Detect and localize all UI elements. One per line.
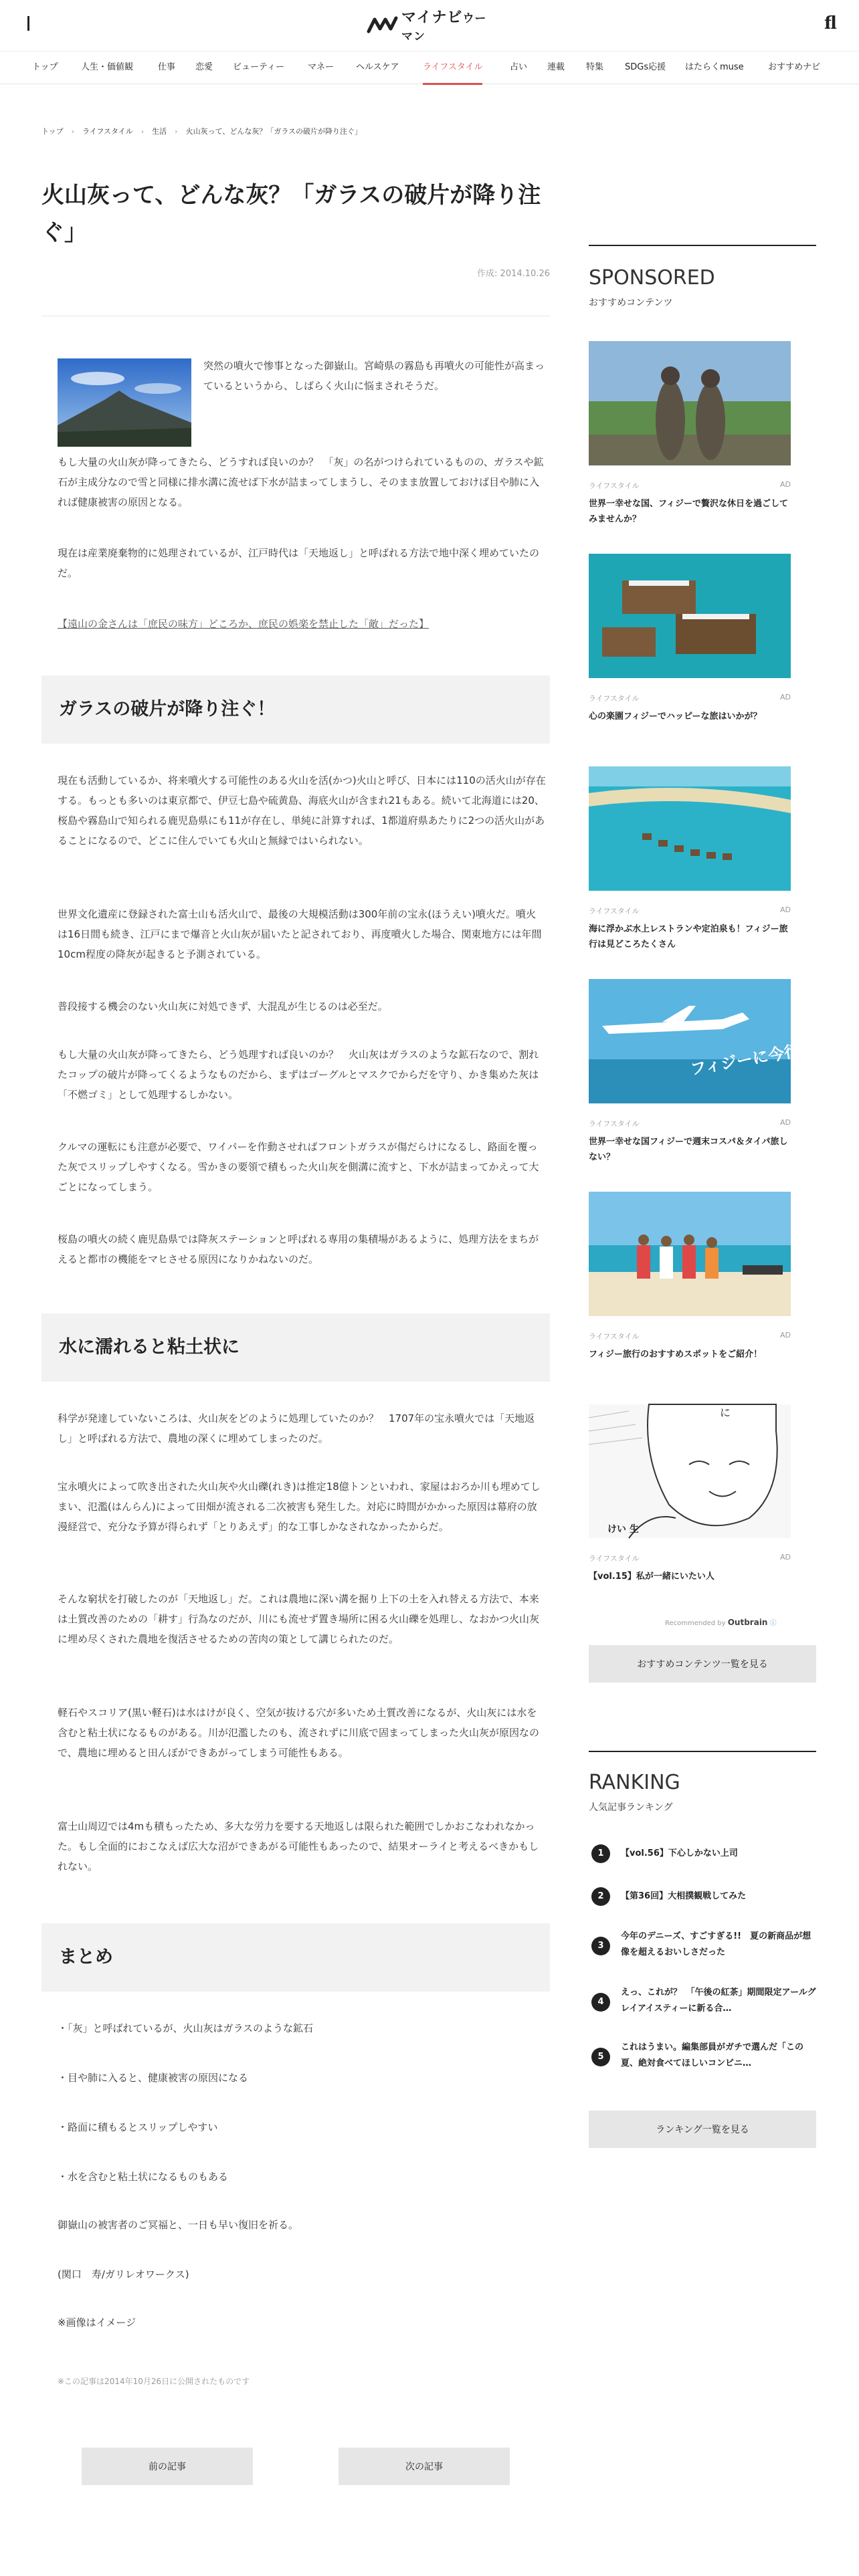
facebook-icon[interactable]: fl (824, 13, 837, 33)
rank-number: 5 (591, 2048, 610, 2066)
site-logo[interactable] (367, 9, 494, 43)
outbrain-attribution[interactable] (665, 1617, 777, 1627)
sponsored-heading: SPONSORED (589, 266, 715, 290)
top-header (0, 0, 859, 48)
outbrain-brand: Outbrain (727, 1618, 768, 1627)
sponsored-card-image[interactable] (589, 979, 841, 1103)
section-heading: 水に濡れると粘土状に (41, 1313, 550, 1382)
sponsored-subheading: おすすめコンテンツ (589, 298, 673, 308)
article-paragraph: 桜島の噴火の続く鹿児島県では降灰ステーションと呼ばれる専用の集積場があるように、処理方法をまちがえると都市の機能をマヒさせる原因になりかねないのだ。 (58, 1233, 539, 1265)
card-category: ライフスタイル (589, 907, 640, 916)
logo-text: マイナビウーマン (401, 9, 487, 43)
nav-item-feature[interactable]: 特集 (586, 62, 604, 72)
article-paragraph: 宝永噴火によって吹き出された火山灰や火山礫(れき)は推定18億トンといわれ、家屋はおろか川も埋めてしまい、氾濫(はんらん)によって田畑が流される二次被害も発生した。対応に時間がかかった原因は幕府の放漫経営で、充分な予算が得られず「とりあえず」的な工事しかなされなかったからだ。 (58, 1481, 541, 1533)
article-paragraph: もし大量の火山灰が降ってきたら、どう処理すれば良いのか？ 火山灰はガラスのような鉱石なので、割れたコップの破片が降ってくるようなものだから、まずはゴーグルとマスクでからだを守り、かき集めた灰は「不燃ゴミ」として処理するしかない。 (58, 1049, 539, 1101)
card-ad-label: AD (780, 1553, 791, 1562)
rank-number: 4 (591, 1993, 610, 2012)
ranking-item-title[interactable]: これはうまい。編集部員がガチで選んだ「この夏、絶対食べてほしいコンビニ… (621, 2042, 804, 2068)
card-category: ライフスタイル (589, 1554, 640, 1563)
intro-paragraph: もし大量の火山灰が降ってきたら、どうすれば良いのか？ 「灰」の名がつけられているものの、ガラスや鉱石が主成分なので雪と同様に排水溝に流せば下水が詰まってしまうし、そのまま放置しておけば目や肺に入れば健康被害の原因となる。 (58, 456, 544, 508)
card-ad-label: AD (780, 693, 791, 702)
article-paragraph: 科学が発達していないころは、火山灰をどのように処理していたのか？ 1707年の宝永噴火では「天地返し」と呼ばれる方法で、農地の深くに埋めてしまったのだ。 (58, 1412, 535, 1444)
sponsored-card-title[interactable]: 心の楽園フィジーでハッピーな旅はいかが？ (589, 712, 762, 722)
ranking-item-title[interactable]: えっ、これが？ 「午後の紅茶」期間限定アールグレイアイスティーに新る合… (621, 1988, 816, 2014)
card-category: ライフスタイル (589, 694, 640, 703)
card-category: ライフスタイル (589, 1332, 640, 1341)
image-note: ※画像はイメージ (58, 2317, 136, 2329)
intro-paragraph: 現在は産業廃棄物的に処理されているが、江戸時代は「天地返し」と呼ばれる方法で地中深く埋めていたのだ。 (58, 547, 540, 579)
related-article-link[interactable]: 【遠山の金さんは「庶民の味方」どころか、庶民の娯楽を禁止した「敵」だった】 (58, 618, 430, 630)
prev-article-button[interactable]: 前の記事 (82, 2448, 253, 2485)
article-paragraph: 普段接する機会のない火山灰に対処できず、大混乱が生じるのは必至だ。 (58, 1000, 388, 1012)
nav-item-fortune[interactable]: 占い (510, 62, 528, 72)
sponsored-card-title[interactable]: 【vol.15】私が一緒にいたい人 (589, 1572, 714, 1582)
breadcrumb-item[interactable]: ライフスタイル (82, 127, 133, 136)
card-ad-label: AD (780, 480, 791, 489)
ranking-item-title[interactable]: 【第36回】大相撲観戦してみた (621, 1891, 747, 1901)
nav-item-money[interactable]: マネー (308, 62, 335, 72)
author-credit: (関口 寿/ガリレオワークス) (58, 2268, 189, 2280)
sponsored-card-title[interactable]: 海に浮かぶ水上レストランや定泊泉も！フィジー旅行は見どころたくさん (589, 924, 788, 950)
rank-number: 3 (591, 1937, 610, 1955)
article-title: 火山灰って、どんな灰？「ガラスの破片が降り注ぐ」 (41, 182, 541, 246)
sponsored-card-image[interactable] (589, 1192, 791, 1316)
breadcrumb-separator-icon: › (175, 127, 178, 136)
article-paragraph: 現在も活動しているか、将来噴火する可能性のある火山を活(かつ)火山と呼び、日本には110の活火山が存在する。もっとも多いのは東京都で、伊豆七島や硫黄島、海底火山が含まれ21もある。続いて北海道には20、桜島や霧島山で知られる鹿児島県にも11が存在し、単純に計算すれば、1都道府県あたりに2つの活火山があることになるので、どこに住んでいても火山と無縁ではいられない。 (58, 774, 546, 847)
nav-item-love[interactable]: 恋愛 (195, 62, 213, 72)
rank-number: 2 (591, 1887, 610, 1906)
lead-paragraph: 突然の噴火で惨事となった御嶽山。宮崎県の霧島も再噴火の可能性が高まっているというから、しばらく火山に悩まされそうだ。 (203, 360, 545, 392)
sponsored-card-image[interactable] (589, 766, 791, 891)
breadcrumb-current: 火山灰って、どんな灰？「ガラスの破片が降り注ぐ」 (185, 127, 363, 136)
nav-item-lifestyle[interactable]: ライフスタイル (423, 51, 482, 85)
section-heading: まとめ (41, 1923, 550, 1992)
ranking-item-title[interactable]: 【vol.56】下心しかない上司 (621, 1848, 738, 1858)
summary-bullet: ・水を含むと粘土状になるものもある (58, 2171, 229, 2183)
article-paragraph: そんな窮状を打破したのが「天地返し」だ。これは農地に深い溝を掘り上下の土を入れ替える方法で、本来は土質改善のための「耕す」行為なのだが、川にも流せず置き場所に困る火山礫を処理し、なおかつ火山灰に埋め尽くされた農地を復活させるための苦肉の策として講じられたのだ。 (58, 1593, 540, 1645)
summary-bullet: ・路面に積もるとスリップしやすい (58, 2121, 218, 2133)
airplane-image (589, 979, 791, 1103)
more-recommendations-button[interactable]: おすすめコンテンツ一覧を見る (589, 1645, 816, 1683)
article-paragraph: クルマの運転にも注意が必要で、ワイパーを作動させればフロントガラスが傷だらけになるし、路面を覆った灰でスリップしやすくなる。雪かきの要領で積もった火山灰を側溝に流すと、下水が詰まってかえって大ごとになってしまう。 (58, 1141, 539, 1193)
manga-text-top: に (720, 1406, 731, 1419)
nav-item-top[interactable]: トップ (32, 62, 58, 72)
nav-item-muse[interactable]: はたらくmuse (685, 62, 744, 72)
fiji-overlay-text: フィジーに今行こう! (688, 1034, 841, 1079)
ranking-subheading: 人気記事ランキング (589, 1802, 673, 1813)
sponsored-card-image[interactable] (589, 1404, 791, 1538)
sponsored-card-title[interactable]: フィジー旅行のおすすめスポットをご紹介！ (589, 1350, 763, 1360)
rank-number: 1 (591, 1844, 610, 1863)
breadcrumb-separator-icon: › (71, 127, 75, 136)
sponsored-card-image[interactable] (589, 554, 791, 678)
category-nav (0, 51, 859, 84)
article-paragraph: 世界文化遺産に登録された富士山も活火山で、最後の大規模活動は300年前の宝永(ほうえい)噴火だ。噴火は16日間も続き、江戸にまで爆音と火山灰が届いたと記されており、再度噴火した場合、関東地方には年間10cm程度の降灰が起きると予測されている。 (58, 908, 542, 960)
hamburger-menu-icon[interactable] (24, 16, 33, 31)
nav-item-recommend[interactable]: おすすめナビ (768, 62, 821, 72)
section-heading: ガラスの破片が降り注ぐ！ (41, 675, 550, 744)
summary-bullet: ・目や肺に入ると、健康被害の原因になる (58, 2072, 249, 2084)
article-date: 作成: 2014.10.26 (477, 269, 550, 279)
outbrain-info-icon: ⓘ (769, 1620, 777, 1627)
nav-item-series[interactable]: 連載 (547, 62, 565, 72)
card-category: ライフスタイル (589, 481, 640, 490)
sponsored-card-image[interactable] (589, 341, 791, 465)
sponsored-card-title[interactable]: 世界一幸せな国、フィジーで贅沢な休日を過ごしてみませんか？ (589, 499, 788, 524)
next-article-button[interactable]: 次の記事 (339, 2448, 510, 2485)
publish-note: ※この記事は2014年10月26日に公開されたものです (58, 2377, 250, 2386)
ranking-item-title[interactable]: 今年のデニーズ、すごすぎる!! 夏の新商品が想像を超えるおいしさだった (621, 1931, 812, 1957)
sponsored-top-rule (589, 245, 816, 246)
logo-mark-icon (367, 15, 399, 34)
nav-item-sdgs[interactable]: SDGs応援 (625, 62, 666, 72)
volcano-lead-image (58, 358, 191, 447)
nav-item-healthcare[interactable]: ヘルスケア (356, 62, 399, 72)
ranking-heading: RANKING (589, 1771, 680, 1794)
summary-bullet: ・「灰」と呼ばれているが、火山灰はガラスのような鉱石 (58, 2022, 314, 2034)
breadcrumb-separator-icon: › (140, 127, 145, 136)
breadcrumb-item[interactable]: トップ (41, 127, 64, 136)
sponsored-card-title[interactable]: 世界一幸せな国フィジーで週末コスパ＆タイパ旅しない？ (589, 1137, 788, 1162)
closing-text: 御嶽山の被害者のご冥福と、一日も早い復旧を祈る。 (58, 2219, 299, 2231)
manga-text-bottom: けい 生 (607, 1524, 639, 1535)
card-ad-label: AD (780, 1118, 791, 1127)
nav-item-life-values[interactable]: 人生・価値観 (81, 62, 134, 72)
manga-illustration (589, 1404, 791, 1538)
nav-item-beauty[interactable]: ビューティー (233, 62, 284, 72)
card-ad-label: AD (780, 1331, 791, 1339)
article-paragraph: 富士山周辺では4mも積もったため、多大な労力を要する天地返しは限られた範囲でしかおこなわれなかった。もし全面的におこなえば広大な沼ができあがる可能性もあったので、結果オーライと考えるべきかもしれない。 (58, 1820, 539, 1872)
card-ad-label: AD (780, 905, 791, 914)
card-category: ライフスタイル (589, 1119, 640, 1128)
breadcrumb-item[interactable]: 生活 (152, 127, 167, 136)
article-paragraph: 軽石やスコリア(黒い軽石)は水はけが良く、空気が抜ける穴が多いため土質改善になるが、火山灰には水を含むと粘土状になるものがある。川が氾濫したのも、流されずに川底で固まってしまった火山灰が原因なので、農地に埋めると田んぼができあがってしまう可能性もある。 (58, 1707, 540, 1759)
more-ranking-button[interactable]: ランキング一覧を見る (589, 2111, 816, 2148)
breadcrumb (41, 126, 362, 136)
nav-item-work[interactable]: 仕事 (158, 62, 176, 72)
ranking-top-rule (589, 1751, 816, 1752)
outbrain-label: Recommended by (665, 1620, 726, 1627)
